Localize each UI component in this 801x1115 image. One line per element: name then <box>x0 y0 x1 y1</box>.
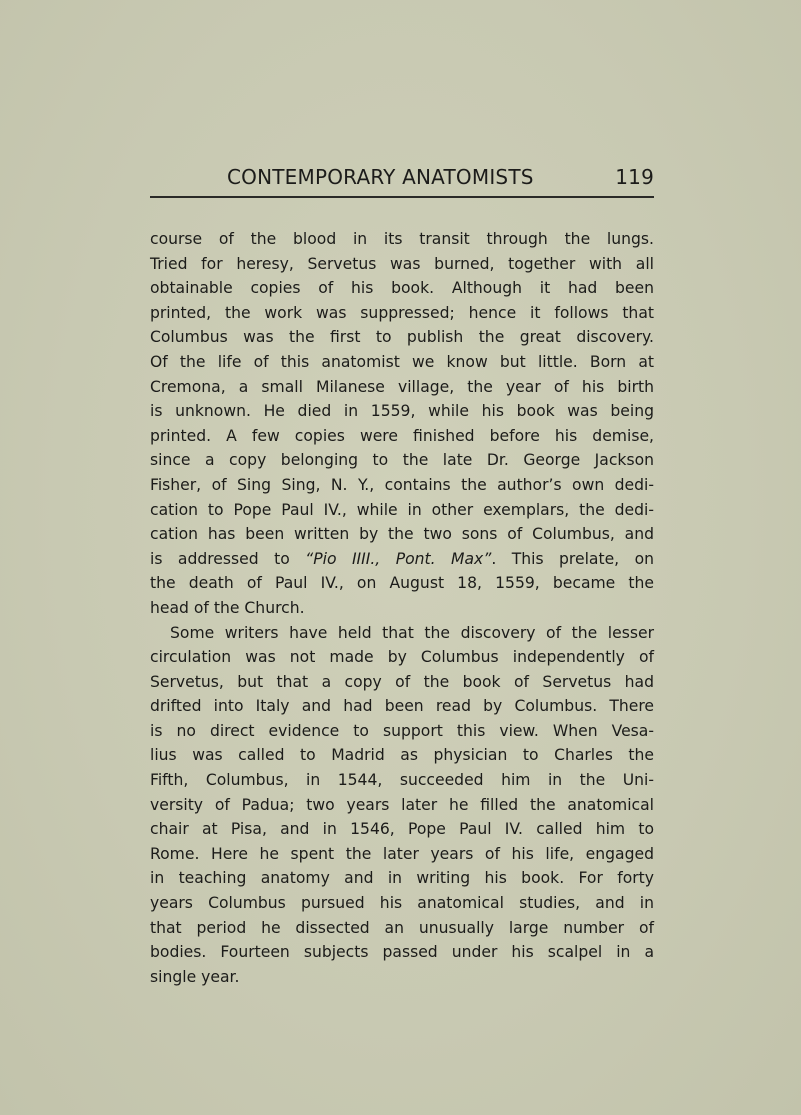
text-line: printed, the work was suppressed; hence it follows that <box>150 303 654 322</box>
paragraph-start-line: Some writers have held that the discovery of the lesser <box>170 623 654 642</box>
text-line: Rome. Here he spent the later years of his life, engaged <box>150 844 654 863</box>
text-line: the death of Paul IV., on August 18, 1559, became the <box>150 574 654 593</box>
italic-title: “Pio IIII., Pont. Max” <box>305 549 492 568</box>
text-line: Cremona, a small Milanese village, the year of his birth <box>150 377 654 396</box>
text-line: that period he dissected an unusually large number of <box>150 918 654 937</box>
text-line: printed. A few copies were finished before his demise, <box>150 426 654 445</box>
text-line: versity of Padua; two years later he filled the anatomical <box>150 795 654 814</box>
text-line: course of the blood in its transit through the lungs. <box>150 230 654 248</box>
text-line: obtainable copies of his book. Although it had been <box>150 279 654 298</box>
text-line: cation to Pope Paul IV., while in other exemplars, the dedi- <box>150 500 654 519</box>
text-line: Tried for heresy, Servetus was burned, together with all <box>150 254 654 273</box>
text-segment: is addressed to <box>150 549 306 568</box>
body-text <box>150 227 654 989</box>
text-line: is unknown. He died in 1559, while his book was being <box>150 402 654 421</box>
text-line: bodies. Fourteen subjects passed under his scalpel in a <box>150 943 654 962</box>
text-line: cation has been written by the two sons of Columbus, and <box>150 525 654 544</box>
paragraph-end-line: head of the Church. <box>150 598 305 617</box>
text-line: is no direct evidence to support this view. When Vesa- <box>150 721 654 740</box>
text-line: Columbus was the first to publish the great discovery. <box>150 328 654 347</box>
text-line: drifted into Italy and had been read by Columbus. There <box>150 697 654 716</box>
text-line: Of the life of this anatomist we know but little. Born at <box>150 352 654 371</box>
text-line: years Columbus pursued his anatomical studies, and in <box>150 894 654 913</box>
running-head <box>150 165 654 191</box>
text-line: chair at Pisa, and in 1546, Pope Paul IV. called him to <box>150 820 654 839</box>
text-line: Fisher, of Sing Sing, N. Y., contains the author’s own dedi- <box>150 475 654 494</box>
page-number: 119 <box>615 165 654 189</box>
text-line: Fifth, Columbus, in 1544, succeeded him in the Uni- <box>150 771 654 790</box>
text-line: lius was called to Madrid as physician to Charles the <box>150 746 654 765</box>
running-title: CONTEMPORARY ANATOMISTS <box>227 165 534 189</box>
text-line: in teaching anatomy and in writing his book. For forty <box>150 869 654 888</box>
text-line: Servetus, but that a copy of the book of Servetus had <box>150 672 654 691</box>
header-rule <box>150 196 654 198</box>
text-line: since a copy belonging to the late Dr. George Jackson <box>150 451 654 470</box>
text-line-with-italic <box>150 547 654 572</box>
paragraph-end-line: single year. <box>150 967 240 986</box>
text-line: circulation was not made by Columbus independently of <box>150 648 654 667</box>
text-segment: . This prelate, on <box>491 549 654 568</box>
